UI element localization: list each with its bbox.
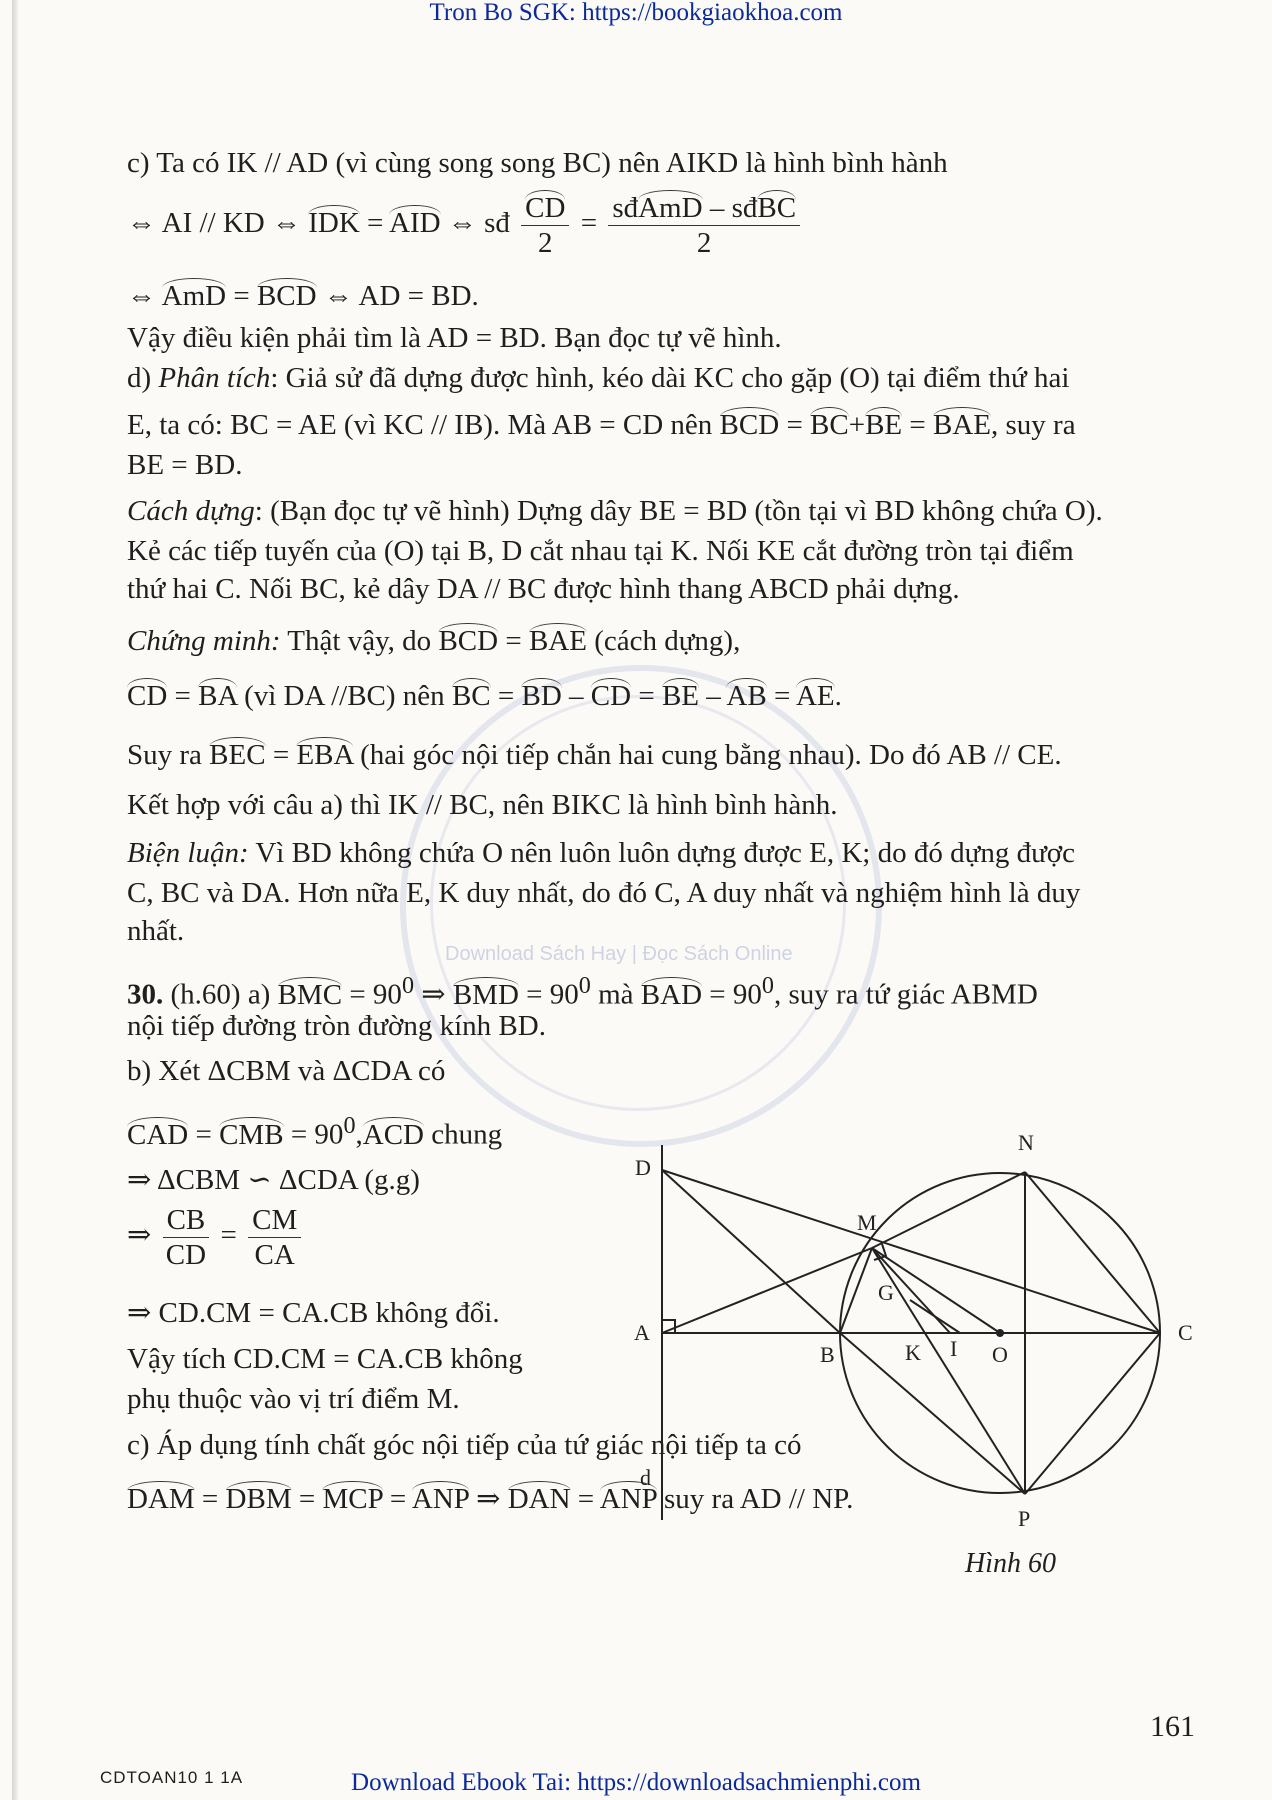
- text: , suy ra tứ giác ABMD: [773, 978, 1038, 1011]
- label-k: K: [905, 1340, 921, 1365]
- text: .: [834, 680, 842, 712]
- degree: 0: [401, 972, 415, 999]
- para-d5: Kẻ các tiếp tuyến của (O) tại B, D cắt nhau tại K. Nối KE cắt đường tròn tại điểm: [127, 535, 1074, 567]
- arc-bmc: BMC: [277, 978, 343, 1011]
- label-c: C: [1178, 1320, 1193, 1345]
- arc-mcp: MCP: [322, 1483, 383, 1515]
- label-a: A: [634, 1320, 650, 1345]
- text: =: [233, 280, 250, 312]
- line-pc: [1025, 1333, 1160, 1494]
- text: : (Bạn đọc tự vẽ hình) Dựng dây BE = BD (tồn tại vì BD không chứa O).: [254, 495, 1103, 527]
- para-c3: [127, 276, 479, 316]
- text: – sđ: [702, 192, 758, 224]
- text: , suy ra: [991, 409, 1076, 441]
- arc-bad: BAD: [640, 978, 703, 1011]
- arc-acd: ACD: [362, 1118, 424, 1151]
- text: ⇔ AD = BD.: [323, 280, 479, 312]
- text: =: [638, 680, 655, 712]
- text: E, ta có: BC = AE (vì KC // IB). Mà AB = CD nên: [127, 409, 713, 441]
- fraction-cb-cd: [163, 1203, 210, 1272]
- label-bien-luan: Biện luận:: [127, 837, 249, 869]
- label-phan-tich: Phân tích: [158, 362, 271, 394]
- para-b6: Vậy tích CD.CM = CA.CB không: [127, 1343, 523, 1375]
- numerator: CM: [248, 1203, 301, 1238]
- arc-amd: AmD: [638, 192, 703, 224]
- para-c1: c) Ta có IK // AD (vì cùng song song BC) nên AIKD là hình bình hành: [127, 147, 948, 179]
- arc-idk: IDK: [308, 207, 360, 240]
- arc-anp: ANP: [599, 1483, 657, 1515]
- arc-anp: ANP: [411, 1483, 469, 1515]
- text: : Giả sử đã dựng được hình, kéo dài KC cho gặp (O) tại điểm thứ hai: [270, 362, 1070, 394]
- degree: 0: [761, 972, 774, 999]
- text: suy ra AD // NP.: [656, 1483, 854, 1515]
- fraction-cd: [521, 191, 569, 260]
- label-o: O: [992, 1342, 1008, 1367]
- text: =: [389, 1483, 407, 1515]
- point-o: [996, 1329, 1004, 1337]
- line-mp: [872, 1248, 1025, 1494]
- para-c30: c) Áp dụng tính chất góc nội tiếp của tứ giác nội tiếp ta có: [127, 1429, 802, 1461]
- para-d4: [127, 491, 1103, 531]
- arc-amd: AmD: [161, 280, 227, 312]
- text: =: [497, 680, 515, 712]
- fraction-cm-ca: [248, 1203, 301, 1272]
- arc-ae: AE: [795, 680, 835, 712]
- degree: 0: [343, 1112, 356, 1139]
- arc-cd: CD: [525, 192, 566, 224]
- text: (vì DA //BC) nên: [236, 680, 445, 712]
- text: sđ: [612, 192, 639, 224]
- label-g: G: [878, 1280, 894, 1305]
- para-b1: b) Xét ΔCBM và ΔCDA có: [127, 1055, 446, 1087]
- para-b5: ⇒ CD.CM = CA.CB không đổi.: [127, 1297, 500, 1329]
- arc-bd: BD: [521, 680, 562, 712]
- label-chung-minh: Chứng minh:: [127, 625, 281, 657]
- text: =: [773, 680, 791, 712]
- arc-ba: BA: [198, 680, 237, 712]
- text: ⇔ AI // KD ⇔: [127, 207, 301, 240]
- text: =: [786, 409, 803, 441]
- arc-bcd: BCD: [719, 409, 780, 441]
- arc-aid: AID: [389, 207, 441, 240]
- text: = 90: [349, 978, 402, 1011]
- arc-bae: BAE: [528, 625, 587, 657]
- text: =: [505, 625, 522, 657]
- text: ⇔ sđ: [447, 207, 510, 240]
- arc-bcd: BCD: [438, 625, 499, 657]
- header-link[interactable]: Tron Bo SGK: https://bookgiaokhoa.com: [429, 0, 843, 26]
- text: =: [367, 207, 384, 240]
- text: =: [220, 1219, 237, 1252]
- label-cach-dung: Cách dựng: [127, 495, 255, 527]
- line-mn: [872, 1172, 1025, 1248]
- arc-bcd: BCD: [256, 280, 317, 312]
- arc-bc: BC: [810, 409, 849, 441]
- text: +: [848, 409, 866, 441]
- para-b3: ⇒ ΔCBM ∽ ΔCDA (g.g): [127, 1164, 420, 1196]
- para-b2: [127, 1106, 502, 1155]
- numerator: CB: [163, 1203, 210, 1238]
- text: = 90: [526, 978, 579, 1011]
- arc-cd: CD: [590, 680, 632, 712]
- arc-be: BE: [661, 680, 699, 712]
- text: =: [201, 1483, 219, 1515]
- text: =: [195, 1118, 212, 1151]
- text: ⇒: [414, 978, 446, 1011]
- arc-bae: BAE: [933, 409, 992, 441]
- line-nc: [1025, 1172, 1160, 1333]
- text: (hai góc nội tiếp chắn hai cung bằng nhau). Do đó AB // CE.: [352, 739, 1062, 771]
- text: –: [569, 680, 584, 712]
- para-d8: [127, 676, 842, 716]
- text: (cách dựng),: [586, 625, 741, 657]
- text: (h.60) a): [163, 978, 271, 1011]
- arc-dan: DAN: [507, 1483, 571, 1515]
- watermark-text: Download Sách Hay | Đọc Sách Online: [445, 943, 793, 965]
- para-30b: nội tiếp đường tròn đường kính BD.: [127, 1010, 546, 1042]
- denominator: CD: [165, 1239, 207, 1271]
- arc-bec: BEC: [209, 739, 266, 771]
- para-d11: [127, 833, 1075, 873]
- degree: 0: [578, 972, 591, 999]
- text: =: [909, 409, 926, 441]
- text: = 90: [709, 978, 762, 1011]
- text: =: [298, 1483, 316, 1515]
- para-c4: Vậy điều kiện phải tìm là AD = BD. Bạn đọc tự vẽ hình.: [127, 322, 782, 354]
- para-d2: [127, 405, 1076, 445]
- denominator: 2: [538, 227, 553, 259]
- text: Vì BD không chứa O nên luôn luôn dựng được E, K; do đó dựng được: [248, 837, 1076, 869]
- text: chung: [424, 1118, 503, 1151]
- arc-ab: AB: [726, 680, 767, 712]
- para-c2: [127, 191, 804, 260]
- text: Thật vậy, do: [280, 625, 432, 657]
- arc-cmb: CMB: [219, 1118, 284, 1151]
- text: =: [174, 680, 191, 712]
- para-b7: phụ thuộc vào vị trí điểm M.: [127, 1383, 460, 1415]
- text: Suy ra: [127, 739, 202, 771]
- para-d10: Kết hợp với câu a) thì IK // BC, nên BIKC là hình bình hành.: [127, 789, 838, 821]
- page-edge: [12, 0, 18, 1800]
- arc-dbm: DBM: [225, 1483, 292, 1515]
- denominator: 2: [696, 227, 712, 259]
- text: ⇒: [127, 1219, 152, 1252]
- text: =: [272, 739, 290, 771]
- line-db: [662, 1170, 840, 1333]
- label-p: P: [1018, 1506, 1031, 1531]
- text: mà: [590, 978, 634, 1011]
- arc-bc: BC: [451, 680, 491, 712]
- text: ,: [355, 1118, 363, 1151]
- denominator: CA: [254, 1239, 295, 1271]
- para-d9: [127, 735, 1062, 775]
- para-d13: nhất.: [127, 915, 185, 947]
- para-d1: d) Phân tích: Giả sử đã dựng được hình, kéo dài KC cho gặp (O) tại điểm thứ hai: [127, 362, 1070, 394]
- arc-bc: BC: [757, 192, 797, 224]
- arc-cd: CD: [127, 680, 168, 712]
- label-b: B: [820, 1342, 835, 1367]
- arc-bmd: BMD: [452, 978, 519, 1011]
- page-number: 161: [1150, 1710, 1195, 1743]
- label-i: I: [950, 1336, 958, 1361]
- line-dc: [662, 1170, 1160, 1333]
- figure-60: [620, 1120, 1210, 1540]
- label-n: N: [1018, 1130, 1034, 1155]
- para-b4: [127, 1203, 305, 1272]
- text: ⇒: [476, 1483, 501, 1515]
- line-gi: [910, 1300, 960, 1333]
- arc-eba: EBA: [296, 739, 353, 771]
- text: –: [706, 680, 721, 712]
- arc-be: BE: [865, 409, 903, 441]
- text: =: [577, 1483, 595, 1515]
- label-d-line: d: [640, 1465, 651, 1490]
- arc-dam: DAM: [127, 1483, 195, 1515]
- label-d-point: D: [635, 1155, 651, 1180]
- text: = 90: [290, 1118, 344, 1151]
- arc-cad: CAD: [127, 1118, 189, 1151]
- para-d3: BE = BD.: [127, 449, 243, 481]
- para-d12: C, BC và DA. Hơn nữa E, K duy nhất, do đó C, A duy nhất và nghiệm hình là duy: [127, 877, 1081, 909]
- label-m: M: [857, 1210, 877, 1235]
- exercise-number: 30.: [127, 978, 164, 1011]
- para-d6: thứ hai C. Nối BC, kẻ dây DA // BC được hình thang ABCD phải dựng.: [127, 573, 960, 605]
- footer-code: CDTOAN10 1 1A: [100, 1768, 244, 1787]
- para-d7: [127, 621, 740, 661]
- figure-caption: Hình 60: [965, 1548, 1056, 1579]
- text: =: [580, 207, 598, 240]
- fraction-diff: [608, 191, 800, 260]
- footer-link[interactable]: Download Ebook Tai: https://downloadsachmienphi.com: [351, 1769, 921, 1796]
- text: ⇔: [127, 280, 156, 312]
